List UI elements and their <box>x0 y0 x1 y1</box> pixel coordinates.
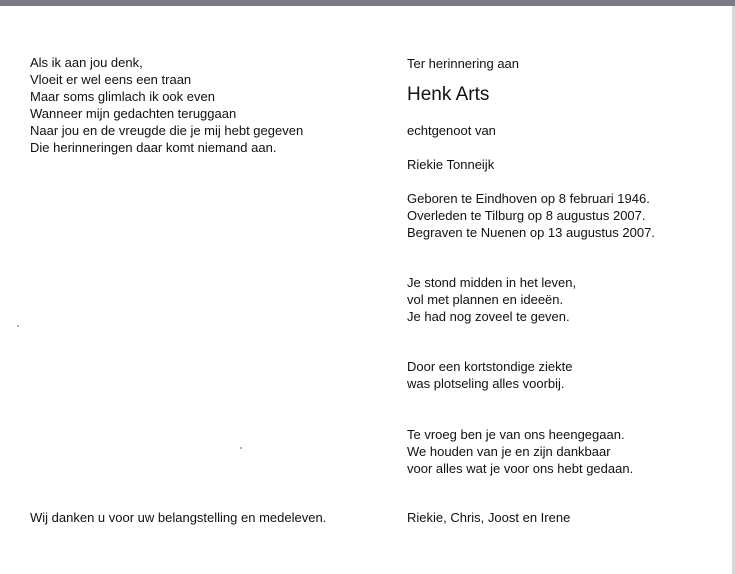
scan-speck <box>17 325 19 327</box>
poem-line: Wanneer mijn gedachten teruggaan <box>30 106 237 121</box>
date-line: Geboren te Eindhoven op 8 februari 1946. <box>407 191 650 206</box>
memorial-card <box>0 6 732 574</box>
intro-text: Ter herinnering aan <box>407 56 520 71</box>
verse-line: vol met plannen en ideeën. <box>407 292 564 307</box>
deceased-name: Henk Arts <box>407 84 490 105</box>
date-line: Overleden te Tilburg op 8 augustus 2007. <box>407 208 646 223</box>
poem-line: Vloeit er wel eens een traan <box>30 72 192 87</box>
poem-line: Naar jou en de vreugde die je mij hebt gegeven <box>30 123 304 138</box>
relation-text: echtgenoot van <box>407 123 496 138</box>
spouse-name: Riekie Tonneijk <box>407 157 495 172</box>
signature-text: Riekie, Chris, Joost en Irene <box>407 510 571 525</box>
verse-line: Door een kortstondige ziekte <box>407 359 573 374</box>
scan-speck <box>240 447 242 449</box>
verse-line: voor alles wat je voor ons hebt gedaan. <box>407 461 634 476</box>
verse-line: Je stond midden in het leven, <box>407 275 577 290</box>
verse-line: Te vroeg ben je van ons heengegaan. <box>407 427 625 442</box>
poem-line: Die herinneringen daar komt niemand aan. <box>30 140 277 155</box>
poem-line: Als ik aan jou denk, <box>30 55 143 70</box>
verse-line: We houden van je en zijn dankbaar <box>407 444 611 459</box>
thanks-text: Wij danken u voor uw belangstelling en medeleven. <box>30 510 327 525</box>
verse-line: Je had nog zoveel te geven. <box>407 309 570 324</box>
date-line: Begraven te Nuenen op 13 augustus 2007. <box>407 225 655 240</box>
poem-line: Maar soms glimlach ik ook even <box>30 89 215 104</box>
verse-line: was plotseling alles voorbij. <box>407 376 565 391</box>
